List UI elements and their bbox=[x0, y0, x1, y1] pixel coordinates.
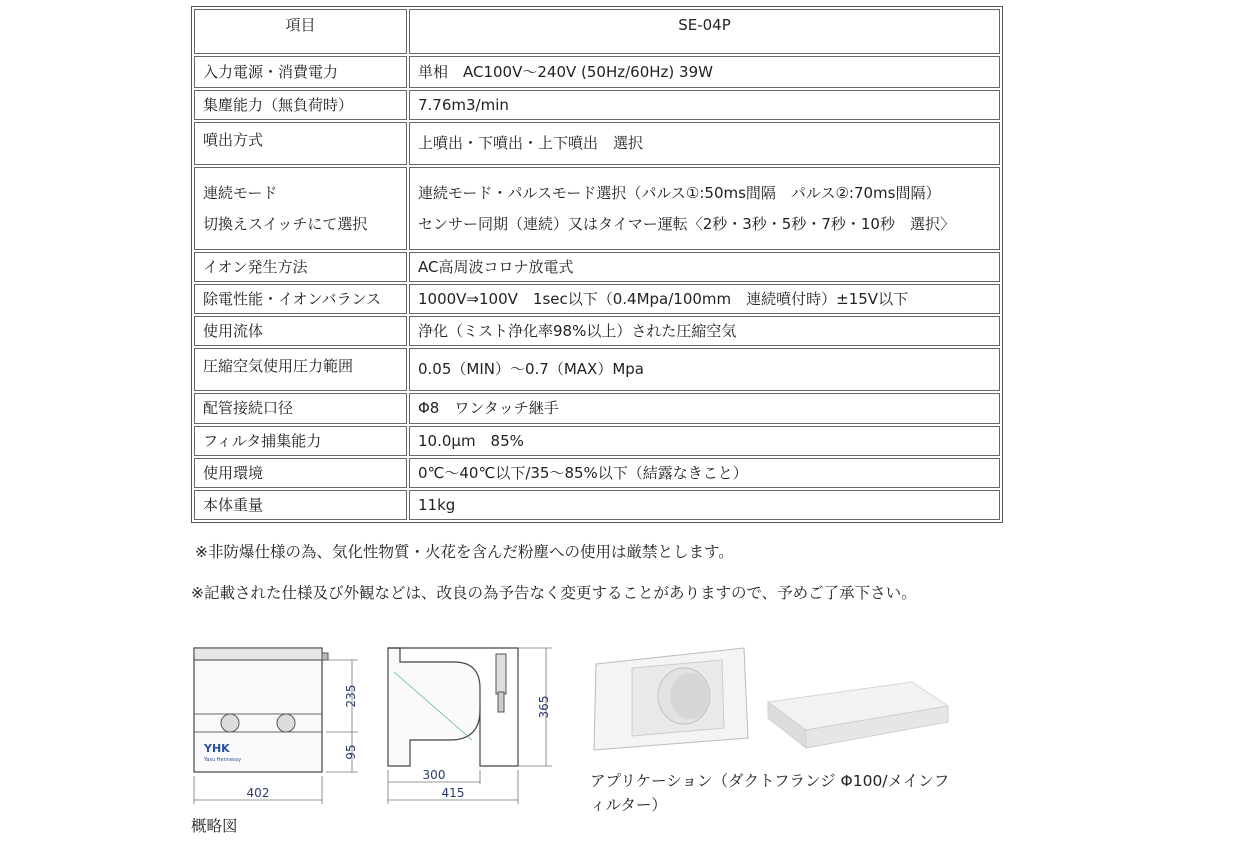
row-value: 0℃～40℃以下/35～85%以下（結露なきこと） bbox=[409, 458, 1000, 488]
dim-95: 95 bbox=[344, 744, 358, 760]
front-view-drawing bbox=[188, 644, 368, 806]
brand-logo-text: YHK bbox=[204, 742, 230, 755]
caption-outline-drawing: 概略図 bbox=[191, 817, 238, 835]
row-label: フィルタ捕集能力 bbox=[194, 426, 407, 456]
table-row bbox=[194, 348, 1000, 391]
table-row bbox=[194, 316, 1000, 346]
row-label-multiline bbox=[194, 167, 407, 250]
row-value: 0.05（MIN）～0.7（MAX）Mpa bbox=[409, 348, 1000, 391]
table-row bbox=[194, 90, 1000, 120]
side-view-drawing bbox=[380, 644, 558, 806]
table-row bbox=[194, 284, 1000, 314]
row-label: 配管接続口径 bbox=[194, 393, 407, 424]
header-item: 項目 bbox=[194, 9, 407, 54]
row-label-line2: 切換えスイッチにて選択 bbox=[203, 214, 368, 233]
table-row bbox=[194, 167, 1000, 250]
row-value: 上噴出・下噴出・上下噴出 選択 bbox=[409, 122, 1000, 165]
table-row bbox=[194, 56, 1000, 88]
table-row bbox=[194, 426, 1000, 456]
note-no-explosion: ※非防爆仕様の為、気化性物質・火花を含んだ粉塵への使用は厳禁とします。 bbox=[195, 543, 734, 561]
row-label: 本体重量 bbox=[194, 490, 407, 520]
row-label: 使用環境 bbox=[194, 458, 407, 488]
spec-table bbox=[191, 6, 1003, 523]
row-label-line1: 連続モード bbox=[203, 183, 278, 202]
row-label: 噴出方式 bbox=[194, 122, 407, 165]
dim-365: 365 bbox=[537, 695, 551, 719]
row-value-line2: センサー同期（連続）又はタイマー運転〈2秒・3秒・5秒・7秒・10秒 選択〉 bbox=[418, 214, 955, 233]
row-value: 単相 AC100V～240V (50Hz/60Hz) 39W bbox=[409, 56, 1000, 88]
row-label: 集塵能力（無負荷時） bbox=[194, 90, 407, 120]
row-value: 浄化（ミスト浄化率98%以上）された圧縮空気 bbox=[409, 316, 1000, 346]
note-spec-change: ※記載された仕様及び外観などは、改良の為予告なく変更することがありますので、予めご了承下さい。 bbox=[191, 584, 917, 602]
dim-300: 300 bbox=[422, 768, 446, 782]
row-value: 11kg bbox=[409, 490, 1000, 520]
row-label: イオン発生方法 bbox=[194, 252, 407, 282]
row-value: 7.76m3/min bbox=[409, 90, 1000, 120]
row-value: 10.0μm 85% bbox=[409, 426, 1000, 456]
row-value: Φ8 ワンタッチ継手 bbox=[409, 393, 1000, 424]
header-model: SE-04P bbox=[409, 9, 1000, 54]
duct-flange-image bbox=[592, 646, 752, 758]
row-value: AC高周波コロナ放電式 bbox=[409, 252, 1000, 282]
table-row bbox=[194, 393, 1000, 424]
dim-235: 235 bbox=[344, 684, 358, 708]
spec-header-row bbox=[194, 9, 1000, 54]
dim-415: 415 bbox=[441, 786, 465, 800]
caption-accessory: アプリケーション（ダクトフランジ Φ100/メインフィルター） bbox=[590, 772, 950, 815]
main-filter-image bbox=[762, 676, 952, 756]
row-value: 1000V⇒100V 1sec以下（0.4Mpa/100mm 連続噴付時）±15V以下 bbox=[409, 284, 1000, 314]
brand-logo-subtext: Yasu Hennessy bbox=[204, 757, 242, 763]
row-value-line1: 連続モード・パルスモード選択（パルス①:50ms間隔 パルス②:70ms間隔） bbox=[418, 183, 941, 202]
table-row bbox=[194, 252, 1000, 282]
row-value-multiline bbox=[409, 167, 1000, 250]
table-row bbox=[194, 458, 1000, 488]
row-label: 圧縮空気使用圧力範囲 bbox=[194, 348, 407, 391]
row-label: 入力電源・消費電力 bbox=[194, 56, 407, 88]
table-row bbox=[194, 490, 1000, 520]
dim-402: 402 bbox=[246, 786, 270, 800]
table-row bbox=[194, 122, 1000, 165]
row-label: 使用流体 bbox=[194, 316, 407, 346]
row-label: 除電性能・イオンバランス bbox=[194, 284, 407, 314]
